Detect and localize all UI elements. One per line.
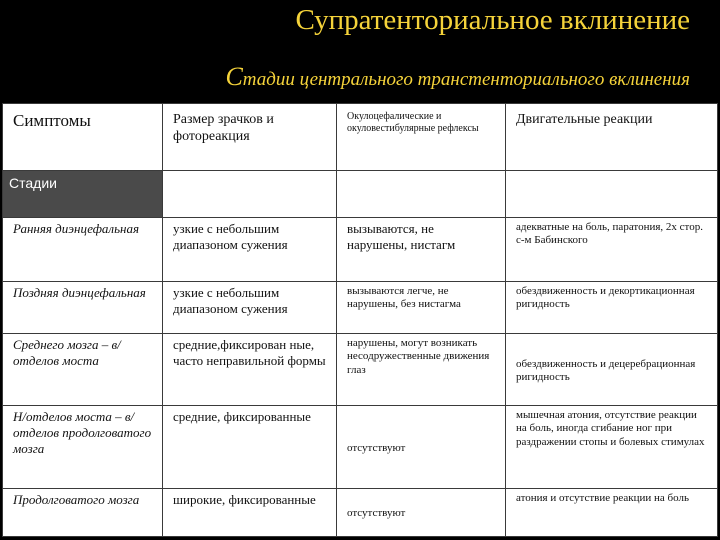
row-stage: Продолговатого мозга	[3, 489, 163, 537]
slide-subtitle	[0, 62, 690, 92]
subtitle-first-letter: С	[225, 62, 243, 91]
table-row	[3, 406, 718, 489]
row-pupils: широкие, фиксированные	[163, 489, 337, 537]
table-row	[3, 218, 718, 282]
subtitle-rest: тадии центрального транстенториального вклинения	[242, 69, 690, 90]
stages-empty-cell	[337, 171, 506, 218]
row-motor: мышечная атония, отсутствие реакции на боль, иногда сгибание ног при раздражении стопы и болевых стимулах	[506, 406, 718, 489]
row-stage: Среднего мозга – в/отделов моста	[3, 334, 163, 406]
row-pupils: средние,фиксирован ные, часто неправильной формы	[163, 334, 337, 406]
slide-title: Супратенториальное вклинение	[295, 4, 690, 36]
header-reflexes: Окулоцефалические и окуловестибулярные рефлексы	[337, 104, 506, 171]
row-pupils: узкие с небольшим диапазоном сужения	[163, 282, 337, 334]
row-motor: обездвиженность и декортикационная ригидность	[506, 282, 718, 334]
header-pupils: Размер зрачков и фотореакция	[163, 104, 337, 171]
header-row	[3, 104, 718, 171]
table-row	[3, 334, 718, 406]
row-stage: Н/отделов моста – в/отделов продолговатого мозга	[3, 406, 163, 489]
row-reflexes: отсутствуют	[337, 406, 506, 489]
stages-row	[3, 171, 718, 218]
row-reflexes: отсутствуют	[337, 489, 506, 537]
row-stage: Ранняя диэнцефальная	[3, 218, 163, 282]
row-pupils: средние, фиксированные	[163, 406, 337, 489]
stages-table	[2, 103, 718, 537]
row-reflexes: вызываются, не нарушены, нистагм	[337, 218, 506, 282]
table-row	[3, 489, 718, 537]
header-symptoms: Симптомы	[3, 104, 163, 171]
stages-label: Стадии	[3, 171, 163, 218]
header-motor: Двигательные реакции	[506, 104, 718, 171]
row-reflexes: нарушены, могут возникать несодружественные движения глаз	[337, 334, 506, 406]
row-pupils: узкие с небольшим диапазоном сужения	[163, 218, 337, 282]
row-motor: атония и отсутствие реакции на боль	[506, 489, 718, 537]
row-motor: адекватные на боль, паратония, 2х стор. с-м Бабинского	[506, 218, 718, 282]
stages-empty-cell	[506, 171, 718, 218]
row-stage: Поздняя диэнцефальная	[3, 282, 163, 334]
table-row	[3, 282, 718, 334]
row-motor: обездвиженность и децеребрационная ригидность	[506, 334, 718, 406]
stages-empty-cell	[163, 171, 337, 218]
row-reflexes: вызываются легче, не нарушены, без нистагма	[337, 282, 506, 334]
